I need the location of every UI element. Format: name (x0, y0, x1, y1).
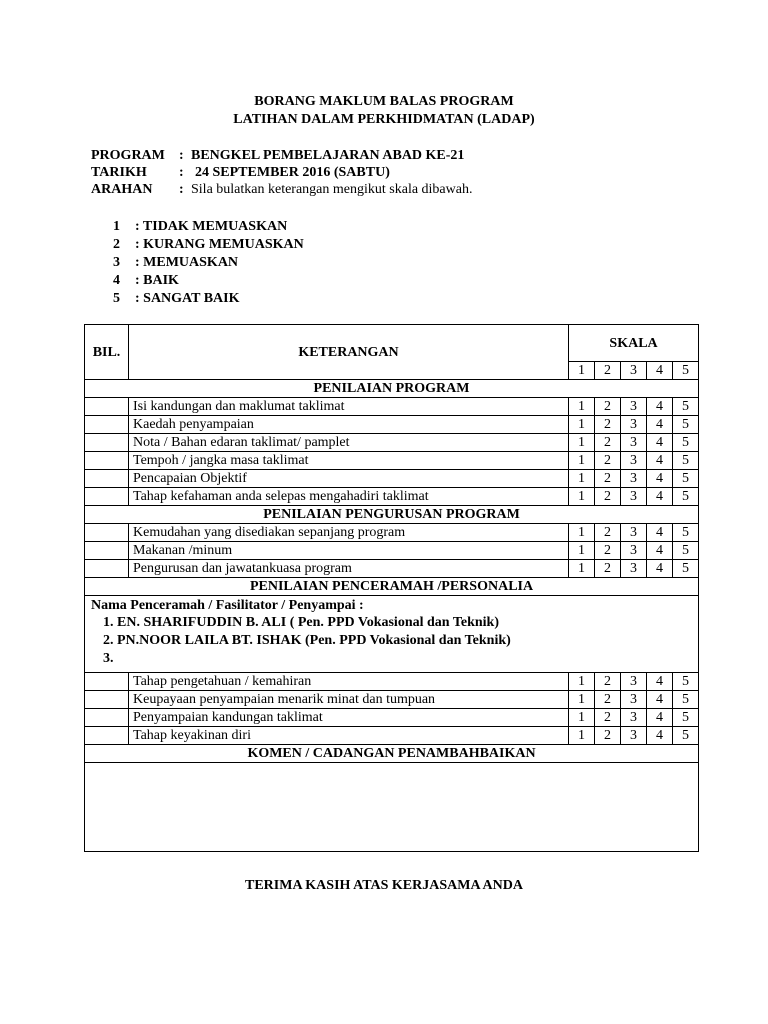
rating-scale-1[interactable]: 1 (569, 727, 595, 745)
item-description: Keupayaan penyampaian menarik minat dan tumpuan (129, 691, 569, 709)
form-title: BORANG MAKLUM BALAS PROGRAM (254, 94, 514, 109)
item-description: Makanan /minum (129, 542, 569, 560)
item-description: Penyampaian kandungan taklimat (129, 709, 569, 727)
table-row (85, 524, 699, 542)
form-subtitle: LATIHAN DALAM PERKHIDMATAN (LADAP) (233, 112, 535, 127)
rating-scale-1[interactable]: 1 (569, 470, 595, 488)
rating-scale-2[interactable]: 2 (595, 398, 621, 416)
rating-scale-5[interactable]: 5 (673, 488, 699, 506)
bil-cell (85, 691, 129, 709)
arahan-label: ARAHAN (91, 182, 153, 197)
rating-scale-1[interactable]: 1 (569, 434, 595, 452)
komen-input-area[interactable] (85, 763, 699, 852)
feedback-table (84, 324, 699, 852)
rating-scale-1[interactable]: 1 (569, 673, 595, 691)
rating-scale-5[interactable]: 5 (673, 560, 699, 578)
facilitator-cell (85, 596, 699, 673)
rating-scale-3[interactable]: 3 (621, 488, 647, 506)
rating-scale-3[interactable]: 3 (621, 470, 647, 488)
rating-scale-1[interactable]: 1 (569, 416, 595, 434)
rating-scale-5[interactable]: 5 (673, 542, 699, 560)
rating-scale-5[interactable]: 5 (673, 416, 699, 434)
rating-scale-3[interactable]: 3 (621, 434, 647, 452)
scale-header-2: 2 (595, 362, 621, 380)
rating-scale-5[interactable]: 5 (673, 524, 699, 542)
rating-scale-3[interactable]: 3 (621, 452, 647, 470)
rating-scale-2[interactable]: 2 (595, 416, 621, 434)
section-program-title: PENILAIAN PROGRAM (85, 380, 699, 398)
table-row (85, 691, 699, 709)
rating-scale-1[interactable]: 1 (569, 524, 595, 542)
program-items (85, 398, 699, 506)
item-description: Tempoh / jangka masa taklimat (129, 452, 569, 470)
colon: : (179, 182, 184, 197)
bil-cell (85, 727, 129, 745)
table-row (85, 673, 699, 691)
rating-scale-5[interactable]: 5 (673, 709, 699, 727)
bil-cell (85, 452, 129, 470)
rating-scale-2[interactable]: 2 (595, 470, 621, 488)
item-description: Isi kandungan dan maklumat taklimat (129, 398, 569, 416)
scale-header-1: 1 (569, 362, 595, 380)
colon: : (179, 148, 184, 163)
scale-header-3: 3 (621, 362, 647, 380)
arahan-row (91, 182, 472, 198)
bil-cell (85, 709, 129, 727)
rating-scale-5[interactable]: 5 (673, 727, 699, 745)
item-description: Tahap kefahaman anda selepas mengahadiri taklimat (129, 488, 569, 506)
table-row (85, 434, 699, 452)
rating-scale-1[interactable]: 1 (569, 691, 595, 709)
penceramah-items (85, 673, 699, 745)
bil-header: BIL. (85, 325, 129, 380)
rating-scale-4[interactable]: 4 (647, 524, 673, 542)
bil-cell (85, 434, 129, 452)
scale-legend-item: 3 : MEMUASKAN (113, 255, 239, 270)
facilitator-item: 1. EN. SHARIFUDDIN B. ALI ( Pen. PPD Vokasional dan Teknik) (117, 614, 692, 632)
item-description: Tahap keyakinan diri (129, 727, 569, 745)
rating-scale-5[interactable]: 5 (673, 691, 699, 709)
bil-cell (85, 470, 129, 488)
facilitator-item (117, 650, 692, 668)
rating-scale-4[interactable]: 4 (647, 560, 673, 578)
section-komen-title: KOMEN / CADANGAN PENAMBAHBAIKAN (85, 745, 699, 763)
rating-scale-2[interactable]: 2 (595, 488, 621, 506)
item-description: Tahap pengetahuan / kemahiran (129, 673, 569, 691)
rating-scale-3[interactable]: 3 (621, 727, 647, 745)
tarikh-value: 24 SEPTEMBER 2016 (SABTU) (195, 165, 390, 180)
colon: : (179, 165, 184, 180)
bil-cell (85, 560, 129, 578)
rating-scale-2[interactable]: 2 (595, 727, 621, 745)
rating-scale-3[interactable]: 3 (621, 709, 647, 727)
rating-scale-4[interactable]: 4 (647, 727, 673, 745)
rating-scale-3[interactable]: 3 (621, 560, 647, 578)
rating-scale-5[interactable]: 5 (673, 452, 699, 470)
rating-scale-2[interactable]: 2 (595, 691, 621, 709)
table-row (85, 452, 699, 470)
scale-legend-item: 1 : TIDAK MEMUASKAN (113, 219, 288, 234)
table-row (85, 542, 699, 560)
scale-header-5: 5 (673, 362, 699, 380)
item-description: Pengurusan dan jawatankuasa program (129, 560, 569, 578)
rating-scale-3[interactable]: 3 (621, 416, 647, 434)
rating-scale-4[interactable]: 4 (647, 488, 673, 506)
rating-scale-3[interactable]: 3 (621, 524, 647, 542)
arahan-value: Sila bulatkan keterangan mengikut skala dibawah. (191, 182, 473, 197)
rating-scale-3[interactable]: 3 (621, 691, 647, 709)
rating-scale-3[interactable]: 3 (621, 398, 647, 416)
table-row (85, 398, 699, 416)
item-description: Pencapaian Objektif (129, 470, 569, 488)
bil-cell (85, 416, 129, 434)
rating-scale-2[interactable]: 2 (595, 673, 621, 691)
rating-scale-3[interactable]: 3 (621, 542, 647, 560)
rating-scale-2[interactable]: 2 (595, 452, 621, 470)
rating-scale-2[interactable]: 2 (595, 434, 621, 452)
thanks-text: TERIMA KASIH ATAS KERJASAMA ANDA (245, 878, 523, 893)
scale-legend-item: 4 : BAIK (113, 273, 179, 288)
bil-cell (85, 524, 129, 542)
item-description: Kaedah penyampaian (129, 416, 569, 434)
table-row (85, 488, 699, 506)
rating-scale-3[interactable]: 3 (621, 673, 647, 691)
keterangan-header: KETERANGAN (129, 325, 569, 380)
rating-scale-2[interactable]: 2 (595, 709, 621, 727)
rating-scale-4[interactable]: 4 (647, 452, 673, 470)
scale-legend-item: 2 : KURANG MEMUASKAN (113, 237, 304, 252)
rating-scale-4[interactable]: 4 (647, 416, 673, 434)
rating-scale-4[interactable]: 4 (647, 434, 673, 452)
rating-scale-5[interactable]: 5 (673, 673, 699, 691)
rating-scale-1[interactable]: 1 (569, 398, 595, 416)
bil-cell (85, 673, 129, 691)
rating-scale-5[interactable]: 5 (673, 434, 699, 452)
rating-scale-1[interactable]: 1 (569, 488, 595, 506)
rating-scale-2[interactable]: 2 (595, 542, 621, 560)
facilitator-list (91, 614, 692, 668)
rating-scale-1[interactable]: 1 (569, 560, 595, 578)
bil-cell (85, 398, 129, 416)
bil-cell (85, 488, 129, 506)
section-pengurusan-title: PENILAIAN PENGURUSAN PROGRAM (85, 506, 699, 524)
table-row (85, 560, 699, 578)
item-description: Nota / Bahan edaran taklimat/ pamplet (129, 434, 569, 452)
table-row (85, 709, 699, 727)
facilitator-title: Nama Penceramah / Fasilitator / Penyampai : (91, 598, 364, 613)
scale-header-4: 4 (647, 362, 673, 380)
program-label: PROGRAM (91, 148, 165, 163)
rating-scale-1[interactable]: 1 (569, 452, 595, 470)
table-row (85, 727, 699, 745)
tarikh-label: TARIKH (91, 165, 147, 180)
rating-scale-4[interactable]: 4 (647, 470, 673, 488)
section-penceramah-title: PENILAIAN PENCERAMAH /PERSONALIA (85, 578, 699, 596)
table-row (85, 470, 699, 488)
skala-header: SKALA (569, 325, 699, 362)
rating-scale-2[interactable]: 2 (595, 560, 621, 578)
program-row (91, 148, 464, 164)
rating-scale-1[interactable]: 1 (569, 709, 595, 727)
facilitator-item: 2. PN.NOOR LAILA BT. ISHAK (Pen. PPD Vokasional dan Teknik) (117, 632, 692, 650)
tarikh-row (91, 165, 390, 181)
rating-scale-4[interactable]: 4 (647, 691, 673, 709)
pengurusan-items (85, 524, 699, 578)
rating-scale-5[interactable]: 5 (673, 470, 699, 488)
rating-scale-5[interactable]: 5 (673, 398, 699, 416)
rating-scale-4[interactable]: 4 (647, 709, 673, 727)
item-description: Kemudahan yang disediakan sepanjang program (129, 524, 569, 542)
rating-scale-4[interactable]: 4 (647, 542, 673, 560)
rating-scale-2[interactable]: 2 (595, 524, 621, 542)
rating-scale-4[interactable]: 4 (647, 398, 673, 416)
table-row (85, 416, 699, 434)
rating-scale-1[interactable]: 1 (569, 542, 595, 560)
rating-scale-4[interactable]: 4 (647, 673, 673, 691)
scale-legend-item: 5 : SANGAT BAIK (113, 291, 240, 306)
bil-cell (85, 542, 129, 560)
program-value: BENGKEL PEMBELAJARAN ABAD KE-21 (191, 148, 465, 163)
